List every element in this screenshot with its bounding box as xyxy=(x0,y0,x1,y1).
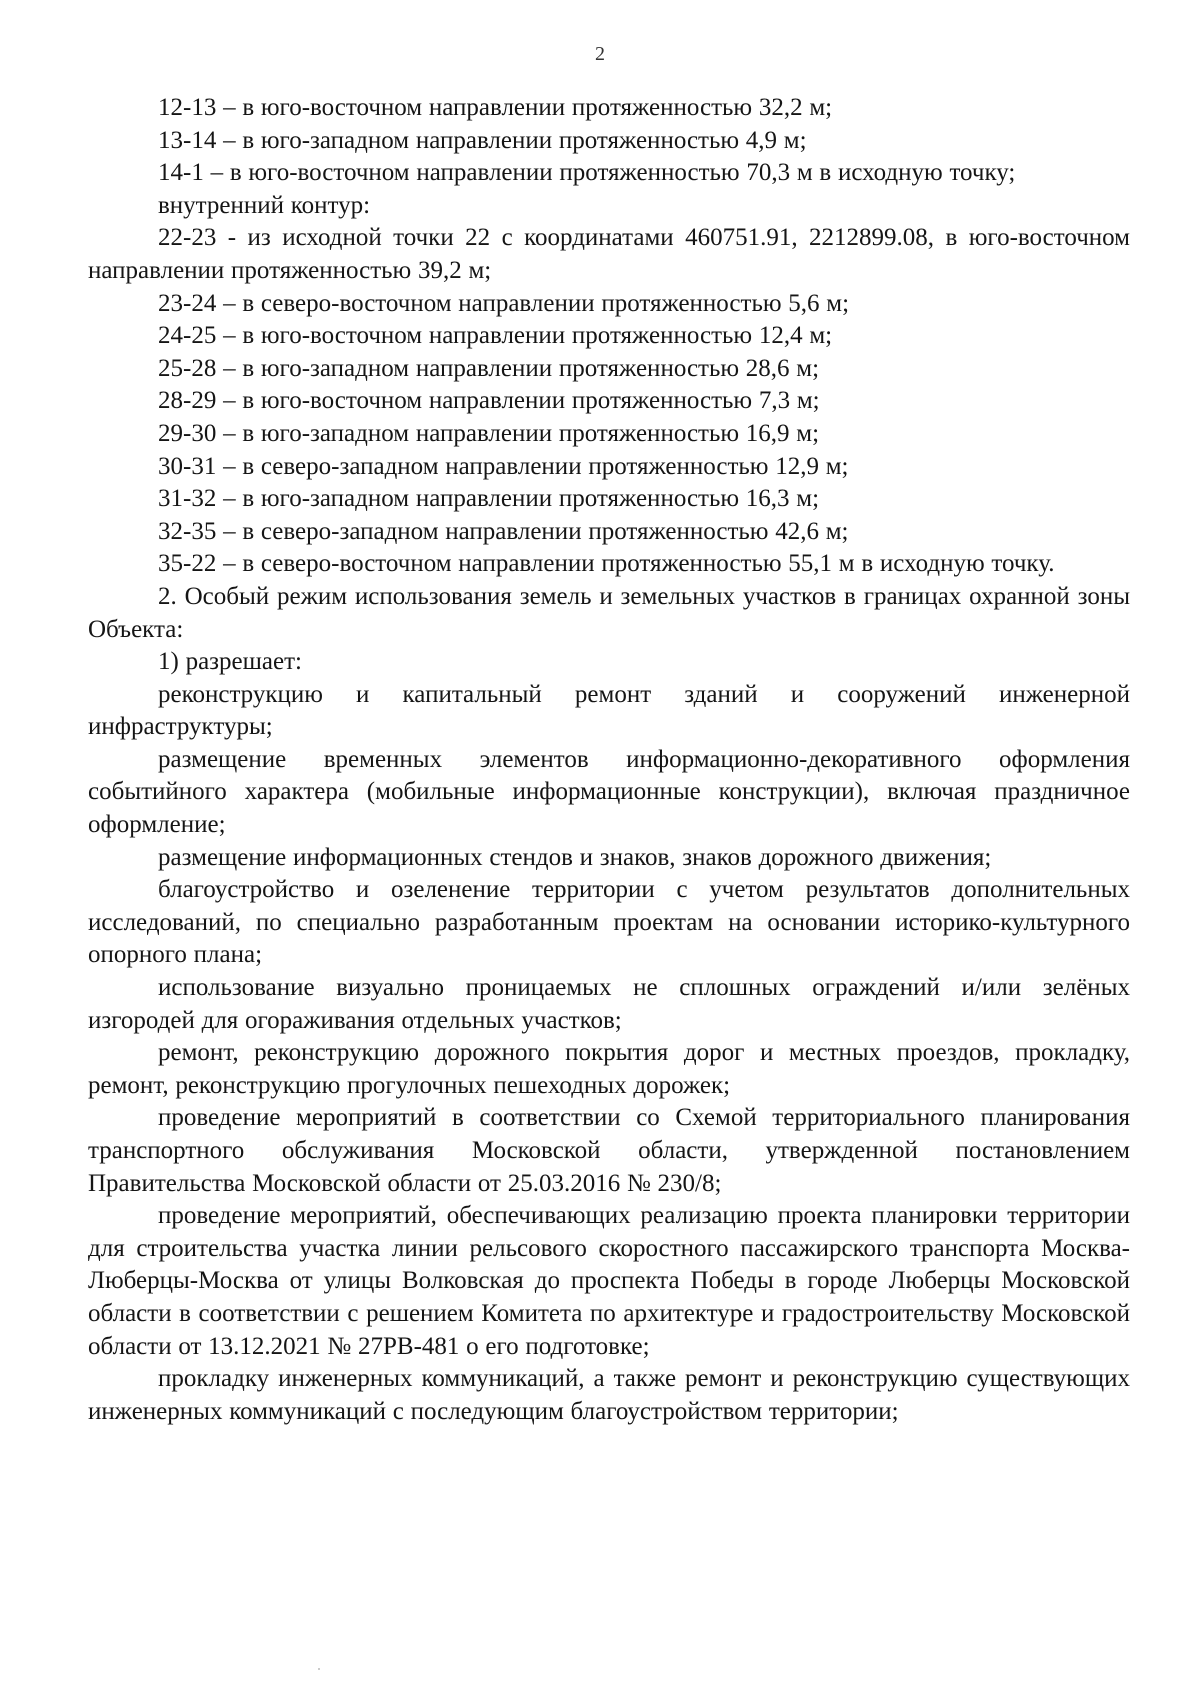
paragraph-road-repair: ремонт, реконструкцию дорожного покрытия дорог и местных проездов, прокладку, ремонт, реконструкцию прогулочных пешеходных дорожек; xyxy=(88,1039,1130,1099)
paragraph-segment-31-32: 31-32 – в юго-западном направлении протяженностью 16,3 м; xyxy=(158,485,820,513)
scan-speck xyxy=(318,1668,320,1670)
paragraph-segment-25-28: 25-28 – в юго-западном направлении протяженностью 28,6 м; xyxy=(158,354,820,382)
paragraph-info-stands: размещение информационных стендов и знаков, знаков дорожного движения; xyxy=(158,843,992,871)
page-number: 2 xyxy=(595,43,605,65)
paragraph-rail-project: проведение мероприятий, обеспечивающих реализацию проекта планировки территории для строительства участка линии рельсового скоростного пассажирского транспорта Москва-Люберцы-Москва от улицы Волковская до проспекта Победы в городе Люберцы Московской области в соответствии с решением Комитета по архитектуре и градостроительству Московской области от 13.12.2021 № 27РВ-481 о его подготовке; xyxy=(88,1202,1130,1360)
paragraph-segment-13-14: 13-14 – в юго-западном направлении протяженностью 4,9 м; xyxy=(158,126,807,154)
paragraph-segment-28-29: 28-29 – в юго-восточном направлении протяженностью 7,3 м; xyxy=(158,387,820,415)
paragraph-segment-29-30: 29-30 – в юго-западном направлении протяженностью 16,9 м; xyxy=(158,419,820,447)
paragraph-segment-24-25: 24-25 – в юго-восточном направлении протяженностью 12,4 м; xyxy=(158,322,833,350)
paragraph-utilities: прокладку инженерных коммуникаций, а также ремонт и реконструкцию существующих инженерных коммуникаций с последующим благоустройством территории; xyxy=(88,1365,1130,1425)
paragraph-inner-contour-heading: внутренний контур: xyxy=(158,191,371,219)
paragraph-segment-23-24: 23-24 – в северо-восточном направлении протяженностью 5,6 м; xyxy=(158,289,850,317)
paragraph-segment-30-31: 30-31 – в северо-западном направлении протяженностью 12,9 м; xyxy=(158,452,849,480)
paragraph-transport-scheme: проведение мероприятий в соответствии со Схемой территориального планирования транспортного обслуживания Московской области, утвержденной постановлением Правительства Московской области от 25.03.2016 № 230/8; xyxy=(88,1104,1130,1197)
paragraph-special-regime: 2. Особый режим использования земель и земельных участков в границах охранной зоны Объекта: xyxy=(88,582,1130,643)
paragraph-segment-14-1: 14-1 – в юго-восточном направлении протяженностью 70,3 м в исходную точку; xyxy=(158,159,1016,187)
paragraph-landscaping: благоустройство и озеленение территории с учетом результатов дополнительных исследований, по специально разработанным проектам на основании историко-культурного опорного плана; xyxy=(88,876,1130,969)
paragraph-segment-32-35: 32-35 – в северо-западном направлении протяженностью 42,6 м; xyxy=(158,517,849,545)
paragraph-segment-12-13: 12-13 – в юго-восточном направлении протяженностью 32,2 м; xyxy=(158,94,833,121)
paragraph-segment-22-23: 22-23 - из исходной точки 22 с координатами 460751.91, 2212899.08, в юго-восточном направлении протяженностью 39,2 м; xyxy=(88,224,1130,284)
paragraph-fences: использование визуально проницаемых не сплошных ограждений и/или зелёных изгородей для огораживания отдельных участков; xyxy=(88,974,1130,1034)
paragraph-temporary-elements: размещение временных элементов информационно-декоративного оформления событийного характера (мобильные информационные конструкции), включая праздничное оформление; xyxy=(88,745,1130,839)
paragraph-permits-heading: 1) разрешает: xyxy=(158,648,302,676)
paragraph-segment-35-22: 35-22 – в северо-восточном направлении протяженностью 55,1 м в исходную точку. xyxy=(158,550,1055,578)
paragraph-reconstruction: реконструкцию и капитальный ремонт зданий и сооружений инженерной инфраструктуры; xyxy=(88,680,1130,741)
document-body xyxy=(88,92,1130,1428)
